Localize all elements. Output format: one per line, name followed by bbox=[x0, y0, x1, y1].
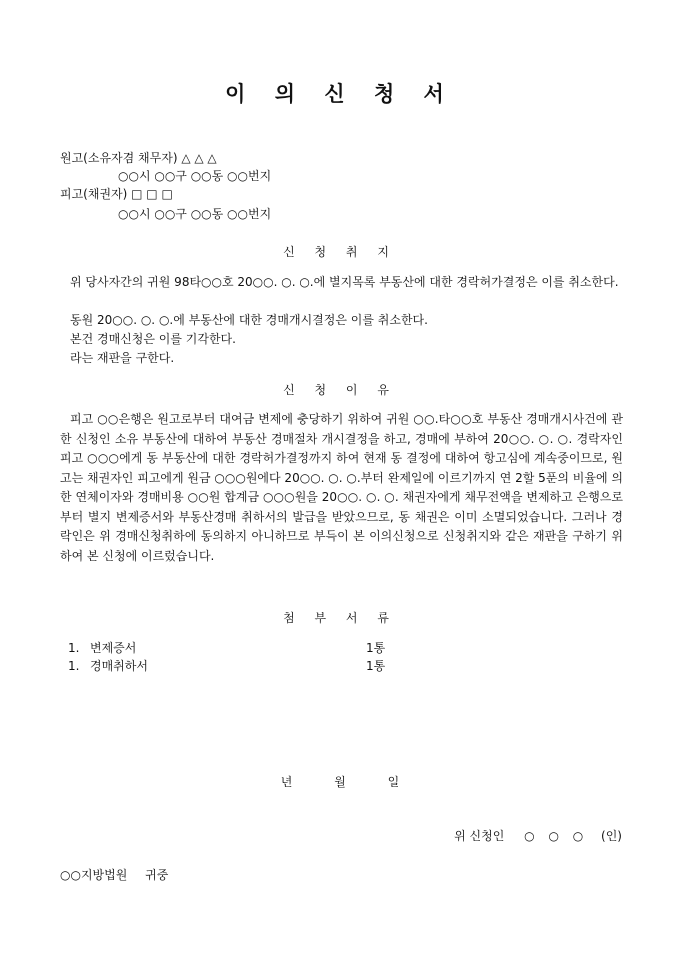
plaintiff-label: 원고(소유자겸 채무자) △ △ △ bbox=[60, 151, 217, 165]
attachment-name: 경매취하서 bbox=[90, 659, 148, 673]
attachment-quantity: 1통 bbox=[366, 659, 386, 673]
court-name: ○○지방법원 bbox=[60, 868, 128, 882]
reason-paragraph: 피고 ○○은행은 원고로부터 대여금 변제에 충당하기 위하여 귀원 ○○.타○○호 부동산 경매개시사건에 관한 신청인 소유 부동산에 대하여 부동산 경매절차 개시결정을 하고, 경매에 부하여 20○○. ○. ○. 경락자인 피고 ○○○에게 동 부동산에 대한 경락허가결정까지 하여 현재 동 결정에 대하여 항고심에 계속중이므로, 원고는 채권자인 피고에게 원금 ○○○원에다 20○○. ○. ○.부터 완제일에 이르기까지 연 2할 5푼의 비율에 의한 연체이자와 경매비용 ○○원 합계금 ○○○원을 20○○. ○. ○. 채권자에게 채무전액을 변제하고 은행으로부터 별지 변제증서와 부동산경매 취하서의 발급을 받았으므로, 동 채권은 이미 소멸되었습니다. 그러나 경락인은 위 경매신청취하에 동의하지 아니하므로 부득이 본 이의신청으로 신청취지와 같은 재판을 구하기 위하여 본 신청에 이르렀습니다. bbox=[60, 412, 623, 563]
claim-paragraph: 위 당사자간의 귀원 98타○○호 20○○. ○. ○.에 별지목록 부동산에 대한 경락허가결정은 이를 취소한다. bbox=[70, 275, 619, 289]
claim-line-3: 라는 재판을 구한다. bbox=[70, 351, 175, 365]
defendant-address: ○○시 ○○구 ○○동 ○○번지 bbox=[118, 207, 272, 221]
applicant-label: 위 신청인 bbox=[454, 829, 505, 843]
signature-line bbox=[454, 827, 622, 844]
court-line bbox=[60, 866, 168, 883]
plaintiff-address: ○○시 ○○구 ○○동 ○○번지 bbox=[118, 169, 272, 183]
seal-mark: (인) bbox=[601, 829, 622, 843]
attachments-heading: 첨 부 서 류 bbox=[283, 611, 397, 625]
date-line: 년 월 일 bbox=[280, 775, 400, 789]
claim-line-2: 본건 경매신청은 이를 기각한다. bbox=[70, 332, 236, 346]
reason-heading: 신 청 이 유 bbox=[283, 383, 397, 397]
document-title: 이 의 신 청 서 bbox=[225, 81, 455, 106]
claim-heading: 신 청 취 지 bbox=[283, 245, 397, 259]
attachment-name: 변제증서 bbox=[90, 641, 137, 655]
attachment-quantity: 1통 bbox=[366, 641, 386, 655]
addressee: 귀중 bbox=[145, 868, 169, 882]
attachment-number: 1. bbox=[68, 659, 80, 673]
attachment-number: 1. bbox=[68, 641, 80, 655]
claim-line-1: 동원 20○○. ○. ○.에 부동산에 대한 경매개시결정은 이를 취소한다. bbox=[70, 313, 428, 327]
defendant-label: 피고(채권자) □ □ □ bbox=[60, 187, 173, 201]
applicant-name: ○ ○ ○ bbox=[524, 829, 584, 843]
